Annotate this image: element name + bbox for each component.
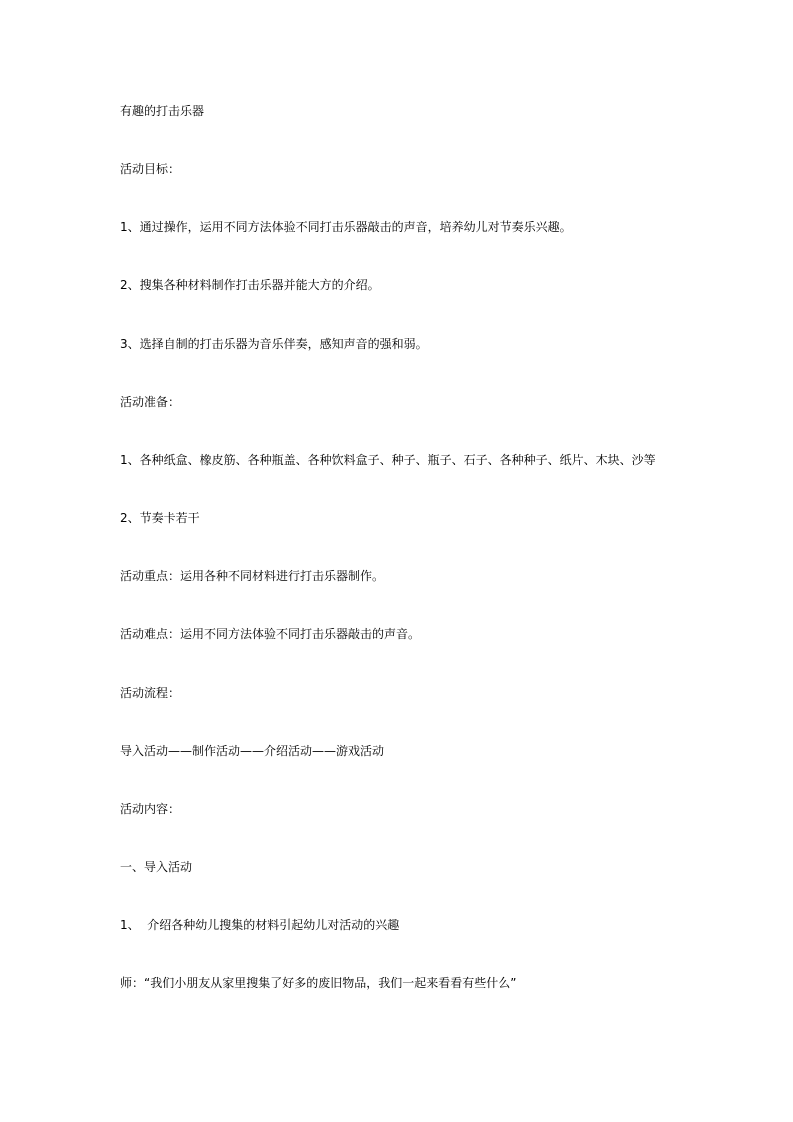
step-item-1: 1、 介绍各种幼儿搜集的材料引起幼儿对活动的兴趣	[120, 918, 400, 932]
difficulty-point: 活动难点：运用不同方法体验不同打击乐器敲击的声音。	[120, 627, 421, 641]
prep-item-1: 1、各种纸盒、橡皮筋、各种瓶盖、各种饮料盒子、种子、瓶子、石子、各种种子、纸片、木块、沙等	[120, 453, 656, 467]
goal-item-2: 2、搜集各种材料制作打击乐器并能大方的介绍。	[120, 278, 380, 292]
goal-item-1: 1、通过操作，运用不同方法体验不同打击乐器敲击的声音，培养幼儿对节奏乐兴趣。	[120, 220, 572, 234]
prep-heading: 活动准备：	[120, 395, 181, 409]
flow-text: 导入活动——制作活动——介绍活动——游戏活动	[120, 744, 385, 758]
section-heading-1: 一、导入活动	[120, 860, 193, 874]
content-heading: 活动内容：	[120, 802, 181, 816]
flow-heading: 活动流程：	[120, 686, 181, 700]
teacher-quote: 师：“我们小朋友从家里搜集了好多的废旧物品，我们一起来看看有些什么”	[120, 976, 517, 990]
goals-heading: 活动目标：	[120, 162, 181, 176]
key-point: 活动重点：运用各种不同材料进行打击乐器制作。	[120, 569, 385, 583]
goal-item-3: 3、选择自制的打击乐器为音乐伴奏，感知声音的强和弱。	[120, 337, 428, 351]
prep-item-2: 2、节奏卡若干	[120, 511, 200, 525]
document-title: 有趣的打击乐器	[120, 104, 205, 118]
